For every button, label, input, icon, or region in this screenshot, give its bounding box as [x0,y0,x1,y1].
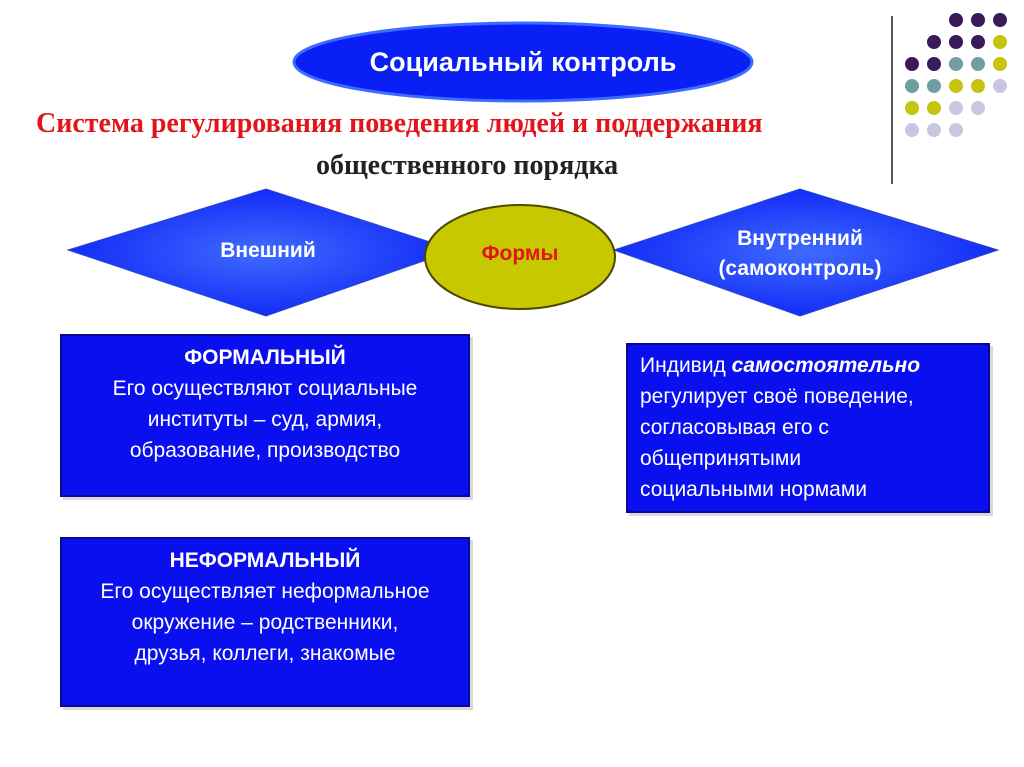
decorative-dot [971,13,985,27]
external-label: Внешний [220,239,316,262]
internal-box-emphasis: самостоятельно [731,354,921,377]
formal-line-1: Его осуществляют социальные [112,377,418,400]
decorative-dot [927,57,941,71]
decorative-dot [971,35,985,49]
internal-box-line-3: согласовывая его с [640,416,829,439]
decorative-dot [927,35,941,49]
decorative-dot [971,101,985,115]
decorative-dot [949,57,963,71]
decorative-dot [905,57,919,71]
informal-line-1: Его осуществляет неформальное [100,580,430,603]
decorative-dot [993,13,1007,27]
formal-line-2: институты – суд, армия, [147,408,383,431]
decorative-dot [949,101,963,115]
decorative-dot [993,35,1007,49]
subtitle-line-2: общественного порядка [316,150,619,181]
slide-title: Социальный контроль [369,46,677,77]
decorative-dot [993,57,1007,71]
decorative-dot [949,35,963,49]
internal-label-line-2: (самоконтроль) [718,257,882,280]
decorative-dot [971,79,985,93]
decorative-dot [927,79,941,93]
decorative-dot [949,79,963,93]
forms-label: Формы [481,242,559,265]
internal-box-line-5: социальными нормами [640,478,867,501]
subtitle-line-1: Система регулирования поведения людей и поддержания [36,108,763,139]
internal-box-line-4: общепринятыми [640,447,802,470]
decorative-dot [927,123,941,137]
decorative-dot [905,123,919,137]
decorative-dot [905,101,919,115]
decorative-dot [927,101,941,115]
formal-line-3: образование, производство [129,439,401,462]
decorative-dot [905,79,919,93]
formal-heading: ФОРМАЛЬНЫЙ [184,346,346,369]
informal-heading: НЕФОРМАЛЬНЫЙ [169,549,361,572]
informal-line-3: друзья, коллеги, знакомые [134,642,396,665]
internal-box-prefix: Индивид [640,354,732,377]
decorative-dot [949,13,963,27]
decorative-dot [993,79,1007,93]
decorative-dot [971,57,985,71]
decorative-dot [949,123,963,137]
internal-label-line-1: Внутренний [737,227,863,250]
internal-box-line-2: регулирует своё поведение, [640,385,914,408]
informal-line-2: окружение – родственники, [131,611,399,634]
